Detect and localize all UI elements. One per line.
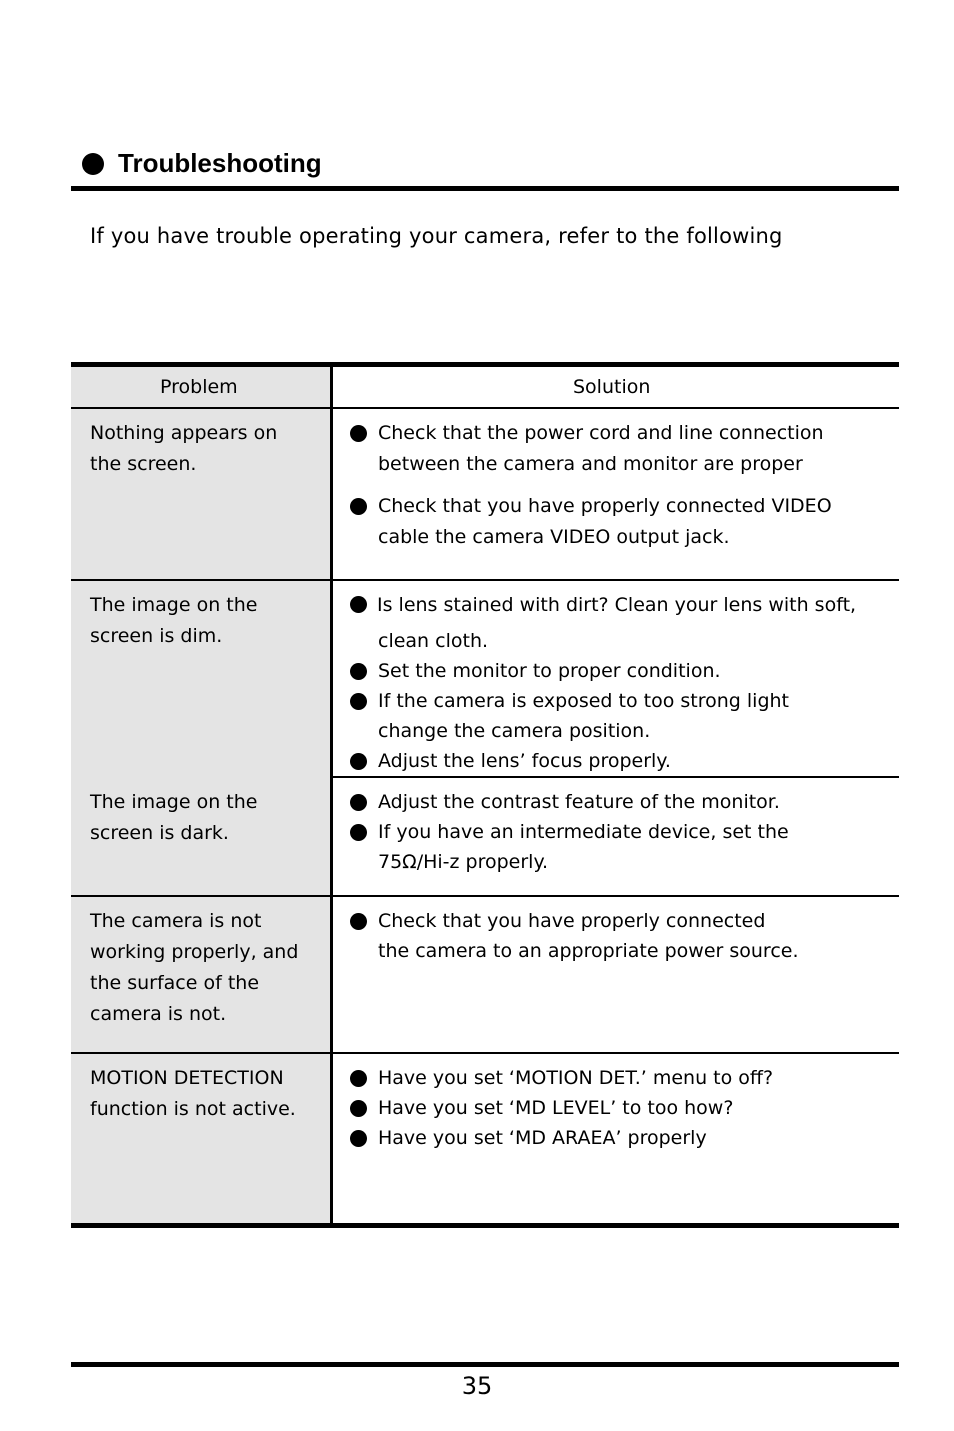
page-number: 35 — [461, 1372, 493, 1400]
problem-cell: Nothing appears on the screen. — [90, 422, 278, 475]
header-rule — [71, 407, 899, 409]
solution-item: If the camera is exposed to too strong light change the camera position. — [350, 686, 870, 746]
problem-cell: The image on the screen is dark. — [90, 791, 258, 844]
bullet-icon — [350, 425, 367, 442]
bullet-icon — [350, 753, 367, 770]
bullet-icon — [82, 153, 104, 175]
solution-item: Have you set ‘MD LEVEL’ to too how? — [350, 1093, 870, 1123]
row-divider — [71, 1052, 899, 1054]
section-heading — [82, 148, 322, 179]
solution-cell — [350, 418, 870, 553]
bullet-icon — [350, 794, 367, 811]
intro-text: If you have trouble operating your camera, refer to the following — [90, 224, 783, 248]
solution-cell — [350, 787, 870, 877]
problem-cell: MOTION DETECTION function is not active. — [90, 1067, 296, 1120]
solution-item: Set the monitor to proper condition. — [350, 656, 870, 686]
solution-item: Check that you have properly connected VIDEO cable the camera VIDEO output jack. — [350, 491, 870, 553]
solution-item: Adjust the lens’ focus properly. — [350, 746, 870, 776]
solution-item: Check that you have properly connected the camera to an appropriate power source. — [350, 906, 870, 966]
row-divider — [71, 895, 899, 897]
problem-cell: The camera is not working properly, and the surface of the camera is not. — [90, 910, 299, 1025]
solution-item: Is lens stained with dirt? Clean your lens with soft, — [350, 590, 870, 620]
bullet-icon — [350, 693, 367, 710]
solution-cell — [350, 590, 870, 776]
problem-cell: The image on the screen is dim. — [90, 594, 258, 647]
solution-item: Have you set ‘MOTION DET.’ menu to off? — [350, 1063, 870, 1093]
bullet-icon — [350, 1070, 367, 1087]
solution-item-continuation: clean cloth. — [378, 630, 489, 652]
bullet-icon — [350, 824, 367, 841]
header-solution: Solution — [573, 376, 651, 398]
bullet-icon — [350, 1130, 367, 1147]
bullet-icon — [350, 913, 367, 930]
solution-item: If you have an intermediate device, set the 75Ω/Hi-z properly. — [350, 817, 870, 877]
solution-item: Have you set ‘MD ARAEA’ properly — [350, 1123, 870, 1153]
footer-rule — [71, 1362, 899, 1367]
heading-rule — [71, 186, 899, 191]
solution-item: Adjust the contrast feature of the monitor. — [350, 787, 870, 817]
bullet-icon — [350, 498, 367, 515]
troubleshooting-table — [71, 362, 899, 1228]
bullet-icon — [350, 663, 367, 680]
table-top-rule — [71, 362, 899, 367]
solution-item: Check that the power cord and line connection between the camera and monitor are proper — [350, 418, 870, 480]
column-divider — [330, 362, 333, 1228]
bullet-icon — [350, 596, 367, 613]
row-divider — [330, 776, 899, 778]
solution-cell — [350, 906, 870, 966]
table-bottom-rule — [71, 1223, 899, 1228]
heading-title: Troubleshooting — [118, 148, 322, 178]
header-problem: Problem — [160, 376, 238, 398]
solution-cell — [350, 1063, 870, 1153]
bullet-icon — [350, 1100, 367, 1117]
row-divider — [71, 579, 899, 581]
